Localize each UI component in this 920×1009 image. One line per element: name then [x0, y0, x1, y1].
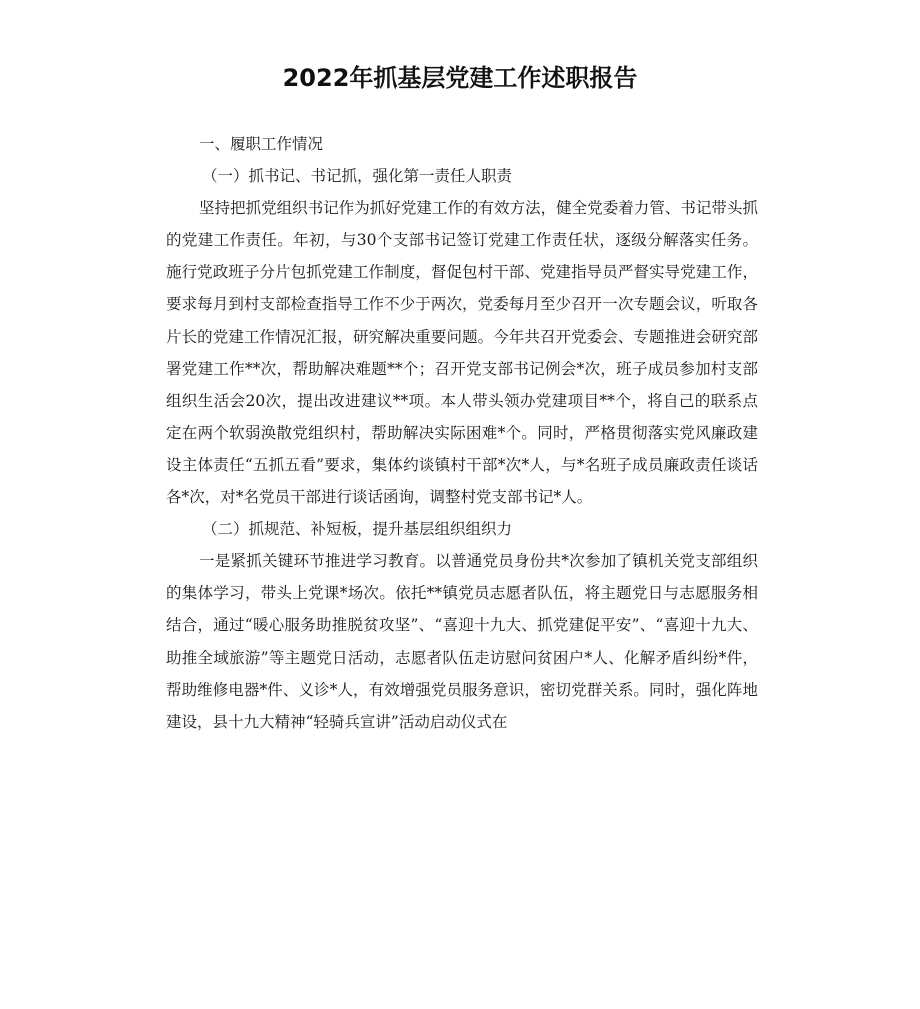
subsection-heading: （一）抓书记、书记抓，强化第一责任人职责 — [202, 167, 513, 186]
body-paragraph: 一是紧抓关键环节推进学习教育。以普通党员身份共*次参加了镇机关党支部组织的集体学习，带头上党课*场次。依托**镇党员志愿者队伍，将主题党日与志愿服务相结合，通过“暖心服务助推脱贫攻坚”、“喜迎十九大、抓党建促平安”、“喜迎十九大、助推全域旅游”等主题党日活动，志愿者队伍走访慰问贫困户*人、化解矛盾纠纷*件，帮助维修电器*件、义诊*人，有效增强党员服务意识，密切党群关系。同时，强化阵地建设，县十九大精神“轻骑兵宣讲”活动启动仪式在 — [166, 552, 758, 731]
body-paragraph: 坚持把抓党组织书记作为抓好党建工作的有效方法，健全党委着力管、书记带头抓的党建工作责任。年初，与30个支部书记签订党建工作责任状，逐级分解落实任务。施行党政班子分片包抓党建工作制度，督促包村干部、党建指导员严督实导党建工作，要求每月到村支部检查指导工作不少于两次，党委每月至少召开一次专题会议，听取各片长的党建工作情况汇报，研究解决重要问题。今年共召开党委会、专题推进会研究部署党建工作**次，帮助解决难题**个；召开党支部书记例会*次，班子成员参加村支部组织生活会20次，提出改进建议**项。本人带头领办党建项目**个，将自己的联系点定在两个软弱涣散党组织村，帮助解决实际困难*个。同时，严格贯彻落实党风廉政建设主体责任“五抓五看”要求，集体约谈镇村干部*次*人，与*名班子成员廉政责任谈话各*次，对*名党员干部进行谈话函询，调整村党支部书记*人。 — [166, 199, 758, 507]
document-title: 2022年抓基层党建工作述职报告 — [282, 64, 638, 92]
section-heading: 一、履职工作情况 — [199, 135, 324, 153]
subsection-heading: （二）抓规范、补短板，提升基层组织组织力 — [202, 520, 513, 539]
document-body — [166, 128, 758, 738]
